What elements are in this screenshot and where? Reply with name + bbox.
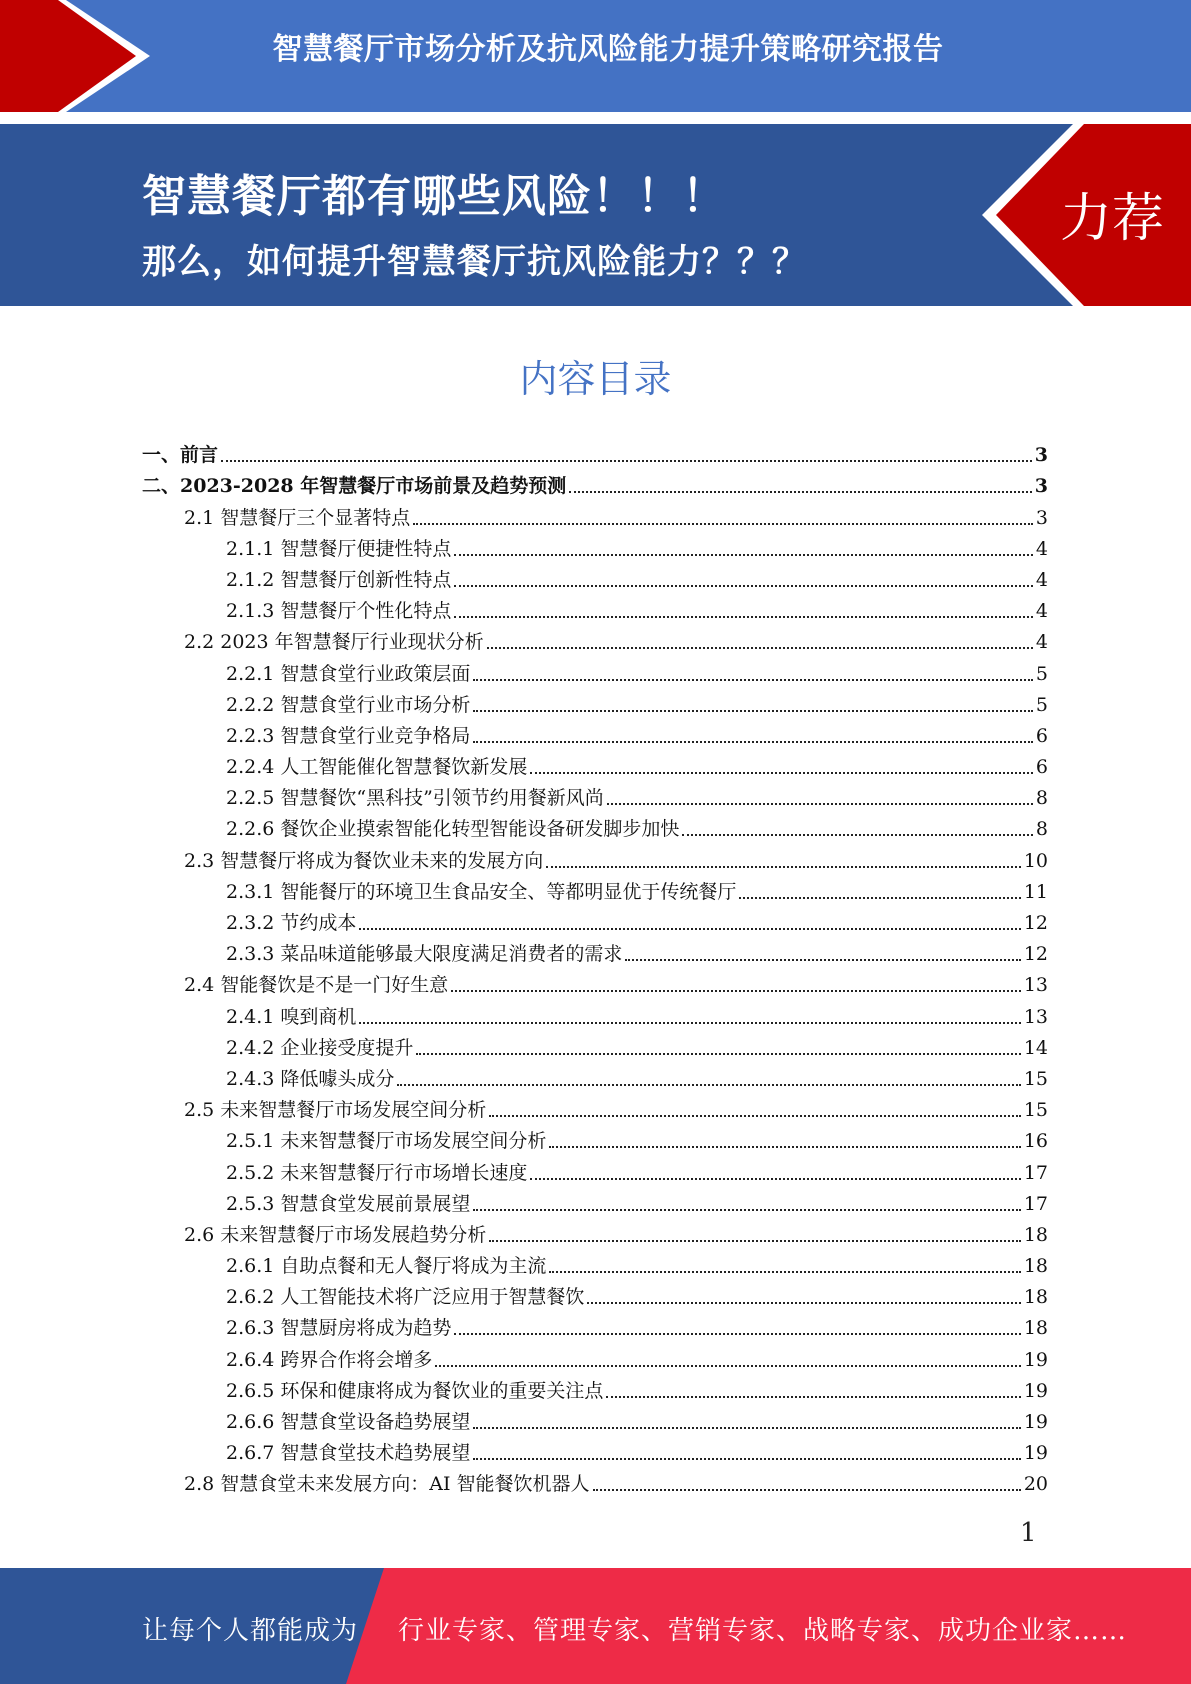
toc-dot-leader [473, 741, 1033, 743]
toc-entry[interactable] [142, 748, 1048, 779]
toc-dot-leader [416, 1053, 1020, 1055]
toc-dot-leader [451, 990, 1021, 992]
toc-entry[interactable] [142, 1278, 1048, 1309]
toc-entry[interactable] [142, 623, 1048, 654]
recommend-badge: 力荐 [1060, 189, 1165, 249]
toc-entry[interactable] [142, 498, 1048, 529]
report-title: 智慧餐厅市场分析及抗风险能力提升策略研究报告 [272, 32, 944, 67]
toc-entry[interactable] [142, 1247, 1048, 1278]
toc-entry-title: 2.6.6 智慧食堂设备趋势展望 [226, 1411, 471, 1433]
toc-entry-page: 18 [1023, 1255, 1048, 1278]
toc-dot-leader [587, 1302, 1020, 1304]
toc-entry[interactable] [142, 966, 1048, 997]
toc-dot-leader [435, 1365, 1020, 1367]
toc-entry-page: 12 [1023, 912, 1048, 934]
toc-entry[interactable] [142, 1153, 1048, 1184]
toc-dot-leader [454, 554, 1033, 556]
toc-entry[interactable] [142, 1372, 1048, 1403]
toc-dot-leader [473, 1209, 1020, 1211]
toc-entry-title: 2.2 2023 年智慧餐厅行业现状分析 [184, 631, 484, 654]
toc-dot-leader [489, 1115, 1021, 1117]
toc-dot-leader [473, 1427, 1020, 1429]
toc-entry[interactable] [142, 436, 1048, 467]
toc-entry-page: 19 [1023, 1411, 1048, 1433]
toc-entry-title: 2.3.3 菜品味道能够最大限度满足消费者的需求 [226, 943, 623, 966]
toc-entry-title: 2.6.4 跨界合作将会增多 [226, 1348, 433, 1371]
toc-dot-leader [739, 897, 1020, 899]
toc-entry[interactable] [142, 997, 1048, 1028]
hero-headline: 智慧餐厅都有哪些风险！！！ [142, 171, 727, 222]
toc-dot-leader [454, 585, 1033, 587]
toc-entry-page: 6 [1035, 756, 1048, 779]
toc-dot-leader [413, 523, 1033, 525]
toc-dot-leader [473, 679, 1033, 681]
toc-dot-leader [569, 491, 1032, 493]
report-title-banner [0, 0, 1191, 112]
toc-entry-title: 2.6.7 智慧食堂技术趋势展望 [226, 1442, 471, 1465]
toc-entry-page: 18 [1023, 1286, 1048, 1309]
toc-entry[interactable] [142, 779, 1048, 810]
toc-entry[interactable] [142, 904, 1048, 935]
toc-dot-leader [221, 460, 1032, 462]
toc-entry-title: 2.6 未来智慧餐厅市场发展趋势分析 [184, 1223, 487, 1246]
toc-entry-page: 4 [1035, 568, 1048, 591]
toc-dot-leader [682, 834, 1033, 836]
page-number: 1 [1020, 1518, 1037, 1548]
toc-entry-title: 二、2023-2028 年智慧餐厅市场前景及趋势预测 [142, 475, 567, 498]
toc-entry-page: 15 [1023, 1099, 1048, 1122]
toc-entry-title: 2.1 智慧餐厅三个显著特点 [184, 506, 411, 529]
toc-entry-page: 6 [1035, 724, 1048, 747]
toc-entry-page: 17 [1023, 1161, 1048, 1184]
toc-entry[interactable] [142, 1185, 1048, 1216]
toc-entry[interactable] [142, 1309, 1048, 1340]
toc-entry[interactable] [142, 1403, 1048, 1434]
toc-entry-title: 2.4.2 企业接受度提升 [226, 1036, 414, 1059]
toc-entry-title: 2.2.5 智慧餐饮“黑科技”引领节约用餐新风尚 [226, 787, 604, 810]
toc-entry-page: 15 [1023, 1067, 1048, 1090]
toc-dot-leader [546, 866, 1021, 868]
toc-entry[interactable] [142, 686, 1048, 717]
toc-entry-page: 17 [1023, 1192, 1048, 1215]
toc-dot-leader [359, 1022, 1020, 1024]
toc-entry-title: 2.6.1 自助点餐和无人餐厅将成为主流 [226, 1255, 547, 1278]
toc-dot-leader [487, 647, 1033, 649]
toc-entry[interactable] [142, 1216, 1048, 1247]
toc-entry-page: 19 [1023, 1348, 1048, 1371]
toc-entry-title: 2.5 未来智慧餐厅市场发展空间分析 [184, 1099, 487, 1122]
toc-entry-page: 19 [1023, 1379, 1048, 1402]
toc-dot-leader [607, 803, 1033, 805]
toc-entry-page: 20 [1023, 1473, 1048, 1496]
toc-entry[interactable] [142, 1465, 1048, 1496]
toc-title: 内容目录 [519, 357, 672, 401]
toc-entry[interactable] [142, 1340, 1048, 1371]
toc-dot-leader [359, 928, 1020, 930]
toc-entry-title: 2.2.6 餐饮企业摸索智能化转型智能设备研发脚步加快 [226, 818, 680, 841]
toc-entry-page: 3 [1035, 506, 1048, 529]
toc-entry-page: 12 [1023, 943, 1048, 966]
toc-entry-page: 16 [1023, 1130, 1048, 1153]
toc-entry-page: 8 [1035, 787, 1048, 810]
toc-entry-title: 2.2.2 智慧食堂行业市场分析 [226, 693, 471, 716]
toc-dot-leader [454, 616, 1033, 618]
toc-entry[interactable] [142, 1060, 1048, 1091]
toc-entry[interactable] [142, 841, 1048, 872]
toc-dot-leader [473, 710, 1033, 712]
toc-entry-title: 2.6.3 智慧厨房将成为趋势 [226, 1317, 452, 1340]
toc-entry-title: 2.6.5 环保和健康将成为餐饮业的重要关注点 [226, 1379, 604, 1402]
footer-slogan-right: 行业专家、管理专家、营销专家、战略专家、成功企业家…… [398, 1616, 1128, 1646]
toc-entry-page: 13 [1023, 1005, 1048, 1028]
toc-dot-leader [397, 1084, 1020, 1086]
hero-banner [0, 124, 1191, 306]
toc-entry-title: 2.3 智慧餐厅将成为餐饮业未来的发展方向 [184, 849, 544, 872]
toc-dot-leader [489, 1240, 1021, 1242]
toc-entry-title: 2.1.1 智慧餐厅便捷性特点 [226, 537, 452, 560]
toc-entry-page: 4 [1035, 600, 1048, 623]
toc-entry-page: 4 [1035, 631, 1048, 654]
toc-dot-leader [593, 1489, 1021, 1491]
toc-entry[interactable] [142, 1029, 1048, 1060]
toc-entry-title: 2.8 智慧食堂未来发展方向：AI 智能餐饮机器人 [184, 1473, 590, 1496]
table-of-contents [142, 436, 1048, 1496]
toc-entry-title: 2.1.3 智慧餐厅个性化特点 [226, 600, 452, 623]
toc-entry-title: 2.2.1 智慧食堂行业政策层面 [226, 662, 471, 685]
toc-entry-title: 2.4 智能餐饮是不是一门好生意 [184, 974, 449, 997]
toc-entry-page: 10 [1023, 849, 1048, 872]
toc-entry[interactable] [142, 654, 1048, 685]
toc-entry[interactable] [142, 561, 1048, 592]
toc-entry[interactable] [142, 592, 1048, 623]
toc-entry[interactable] [142, 810, 1048, 841]
toc-dot-leader [549, 1271, 1020, 1273]
toc-entry[interactable] [142, 717, 1048, 748]
toc-entry-page: 8 [1035, 818, 1048, 841]
toc-entry-title: 一、前言 [142, 444, 219, 467]
toc-entry-title: 2.5.2 未来智慧餐厅行市场增长速度 [226, 1161, 528, 1184]
toc-dot-leader [606, 1396, 1020, 1398]
toc-entry[interactable] [142, 1122, 1048, 1153]
toc-dot-leader [530, 772, 1033, 774]
toc-entry-page: 14 [1023, 1036, 1048, 1059]
toc-dot-leader [530, 1178, 1020, 1180]
toc-entry[interactable] [142, 1434, 1048, 1465]
toc-entry-page: 5 [1035, 662, 1048, 685]
toc-dot-leader [473, 1458, 1020, 1460]
toc-entry-page: 11 [1023, 880, 1048, 903]
toc-entry-title: 2.5.1 未来智慧餐厅市场发展空间分析 [226, 1130, 547, 1153]
toc-entry-page: 4 [1035, 537, 1048, 560]
toc-entry-page: 19 [1023, 1442, 1048, 1465]
toc-entry-title: 2.2.3 智慧食堂行业竞争格局 [226, 724, 471, 747]
toc-entry-page: 3 [1034, 444, 1048, 467]
footer-banner [0, 1568, 1191, 1684]
toc-entry[interactable] [142, 1091, 1048, 1122]
toc-entry-title: 2.3.2 节约成本 [226, 912, 357, 934]
toc-entry-page: 13 [1023, 974, 1048, 997]
toc-dot-leader [549, 1146, 1020, 1148]
toc-entry-title: 2.2.4 人工智能催化智慧餐饮新发展 [226, 756, 528, 779]
toc-entry-page: 18 [1023, 1317, 1048, 1340]
toc-entry-title: 2.4.1 嗅到商机 [226, 1005, 357, 1028]
toc-entry[interactable] [142, 873, 1048, 904]
footer-slogan-left: 让每个人都能成为 [142, 1616, 359, 1646]
hero-subheadline: 那么，如何提升智慧餐厅抗风险能力？？？ [142, 242, 807, 282]
toc-entry-title: 2.1.2 智慧餐厅创新性特点 [226, 568, 452, 591]
toc-entry-title: 2.6.2 人工智能技术将广泛应用于智慧餐饮 [226, 1286, 585, 1309]
toc-dot-leader [454, 1333, 1020, 1335]
toc-entry-title: 2.3.1 智能餐厅的环境卫生食品安全、等都明显优于传统餐厅 [226, 880, 737, 903]
toc-entry-title: 2.5.3 智慧食堂发展前景展望 [226, 1192, 471, 1215]
toc-dot-leader [625, 959, 1020, 961]
toc-entry-title: 2.4.3 降低噱头成分 [226, 1067, 395, 1090]
toc-entry[interactable] [142, 935, 1048, 966]
toc-entry-page: 3 [1034, 475, 1048, 498]
toc-entry-page: 18 [1023, 1223, 1048, 1246]
toc-entry-page: 5 [1035, 693, 1048, 716]
toc-entry[interactable] [142, 530, 1048, 561]
toc-entry[interactable] [142, 467, 1048, 498]
